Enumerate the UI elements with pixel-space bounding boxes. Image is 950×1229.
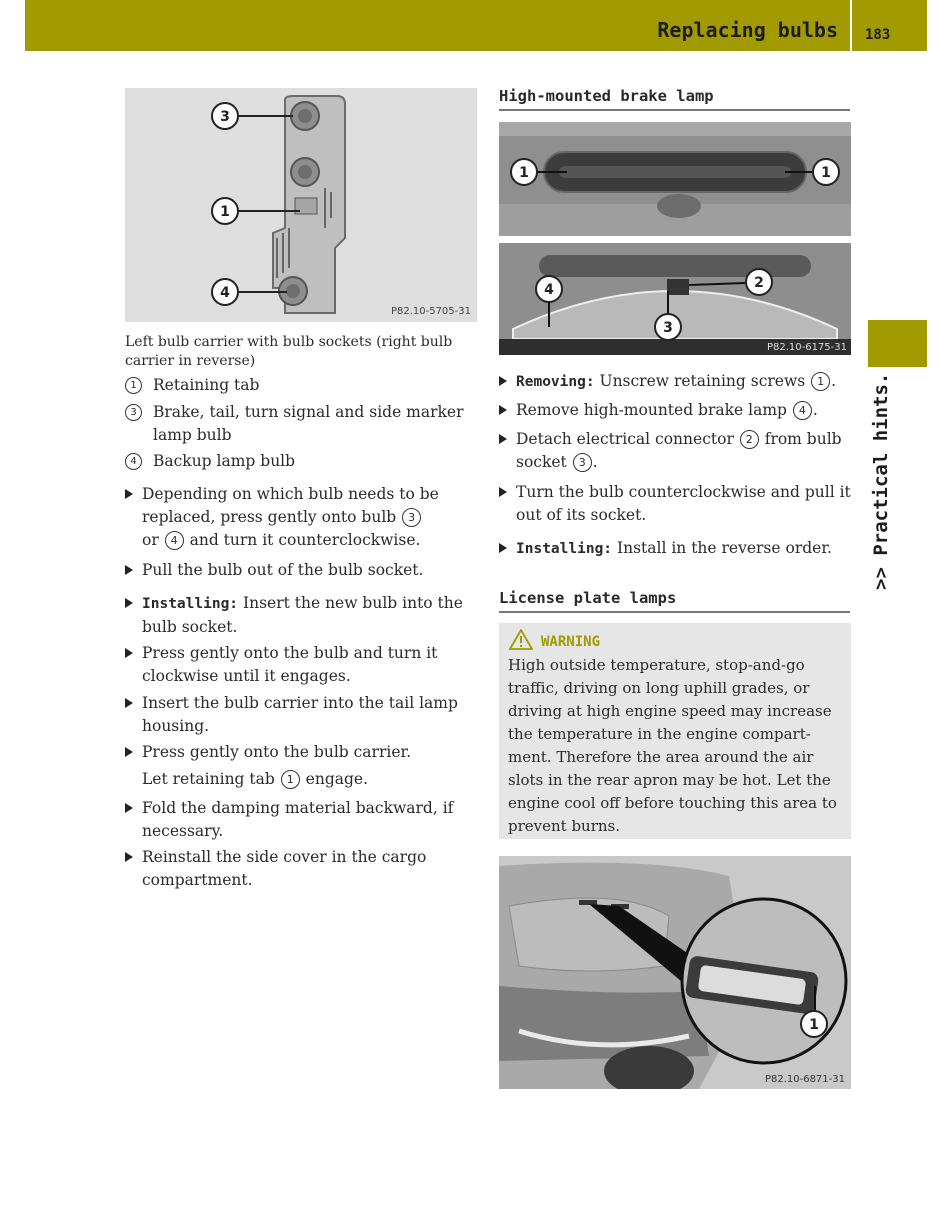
bullet-arrow-icon <box>125 852 133 862</box>
step-text: or <box>142 531 164 549</box>
instruction-step <box>125 741 470 764</box>
reference-number: 3 <box>573 453 592 472</box>
step-text: Fold the damping material backward, if necessary. <box>142 799 454 840</box>
callout-4: 4 <box>544 282 554 298</box>
step-text: . <box>831 372 837 390</box>
bullet-arrow-icon <box>125 803 133 813</box>
bullet-arrow-icon <box>125 747 133 757</box>
step-text: . <box>592 453 598 471</box>
step-text: Reinstall the side cover in the cargo compartment. <box>142 848 427 889</box>
step-text: engage. <box>300 770 369 788</box>
side-section-label <box>866 372 896 612</box>
legend-item <box>125 401 480 447</box>
license-plate-figure <box>499 856 851 1089</box>
instruction-step <box>499 481 851 527</box>
bullet-arrow-icon <box>125 489 133 499</box>
step-text: Insert the bulb carrier into the tail lamp housing. <box>142 694 458 735</box>
step-text: Detach electrical connector <box>516 430 739 448</box>
step-text: Insert the new bulb into the bulb socket. <box>142 594 463 636</box>
bullet-arrow-icon <box>125 648 133 658</box>
step-text: Press gently onto the bulb carrier. <box>142 743 412 761</box>
step-text: from bulb socket <box>516 430 842 471</box>
callout-3: 3 <box>220 109 230 125</box>
step-text: Press gently onto the bulb and turn it clockwise until it engages. <box>142 644 438 685</box>
step-text: Remove high-mounted brake lamp <box>516 401 792 419</box>
legend-text: Backup lamp bulb <box>153 452 296 470</box>
legend-text: Retaining tab <box>153 376 260 394</box>
step-text: Unscrew retaining screws <box>594 372 811 390</box>
warning-box <box>499 623 851 839</box>
legend-text: Brake, tail, turn signal and side marker lamp bulb <box>153 403 464 444</box>
callout-4: 4 <box>220 285 230 301</box>
instruction-step <box>499 537 851 561</box>
bullet-arrow-icon <box>125 565 133 575</box>
step-text: Install in the reverse order. <box>612 539 832 557</box>
reference-number: 3 <box>402 508 421 527</box>
instruction-step <box>499 370 851 394</box>
reference-number: 1 <box>811 372 830 391</box>
reference-number: 4 <box>165 531 184 550</box>
bullet-arrow-icon <box>125 698 133 708</box>
reference-number: 1 <box>281 770 300 789</box>
bullet-arrow-icon <box>499 376 507 386</box>
instruction-step <box>125 592 470 639</box>
section-title: Replacing bulbs <box>657 18 838 42</box>
reference-number: 2 <box>740 430 759 449</box>
page-header <box>25 0 927 51</box>
page-number: 183 <box>865 27 891 43</box>
step-label: Installing: <box>516 541 613 557</box>
step-text: Depending on which bulb needs to be replaced, press gently onto bulb <box>142 485 439 526</box>
instruction-step <box>125 559 470 582</box>
instruction-step <box>499 399 851 422</box>
bullet-arrow-icon <box>499 405 507 415</box>
instruction-step <box>499 428 851 474</box>
side-tab-marker <box>868 320 927 367</box>
callout-1: 1 <box>809 1017 819 1033</box>
section-heading-license-plate: License plate lamps <box>499 589 850 613</box>
figure-code: P82.10-6871-31 <box>764 1074 845 1085</box>
step-result-note <box>142 768 368 791</box>
bulb-carrier-figure <box>125 88 477 322</box>
bulb-carrier-illustration <box>125 88 477 322</box>
warning-text: High outside temperature, stop-and-go traffic, driving on long uphill grades, or driving at high engine speed may increase the temperature in the engine compart-ment. Therefore the area around the air slots in the rear apron may be hot. Let the engine cool off before touching this area to prevent burns. <box>508 656 837 835</box>
legend-number: 4 <box>125 453 142 470</box>
side-section-text: >> Practical hints. <box>870 372 892 590</box>
bullet-arrow-icon <box>499 434 507 444</box>
step-label: Removing: <box>516 374 595 390</box>
step-text: Let retaining tab <box>142 770 280 788</box>
instruction-step <box>125 797 470 843</box>
warning-header <box>509 629 600 650</box>
brake-lamp-illustration <box>499 122 851 236</box>
instruction-step <box>125 846 470 892</box>
step-text: and turn it counterclockwise. <box>184 531 421 549</box>
legend-number: 3 <box>125 404 142 421</box>
header-divider <box>850 0 852 51</box>
instruction-step <box>125 692 470 738</box>
bullet-arrow-icon <box>499 543 507 553</box>
instruction-step <box>125 642 470 688</box>
callout-3: 3 <box>663 320 673 336</box>
license-plate-illustration <box>499 856 851 1089</box>
callout-1: 1 <box>519 165 529 181</box>
warning-triangle-icon <box>509 629 533 650</box>
warning-title: WARNING <box>541 634 601 650</box>
figure-code: P82.10-6175-31 <box>766 342 847 353</box>
figure-code: P82.10-5705-31 <box>390 306 471 317</box>
bullet-arrow-icon <box>499 487 507 497</box>
step-text: . <box>812 401 818 419</box>
brake-lamp-figure-bottom <box>499 243 851 355</box>
instruction-step <box>125 483 470 552</box>
step-text: Pull the bulb out of the bulb socket. <box>142 561 424 579</box>
section-heading-brake-lamp: High-mounted brake lamp <box>499 87 850 111</box>
callout-1: 1 <box>220 204 230 220</box>
step-label: Installing: <box>142 596 239 612</box>
callout-1: 1 <box>821 165 831 181</box>
callout-2: 2 <box>754 275 764 291</box>
figure-caption: Left bulb carrier with bulb sockets (right bulb carrier in reverse) <box>125 334 453 369</box>
legend-item <box>125 374 480 397</box>
legend-item <box>125 450 480 473</box>
brake-lamp-figure-top <box>499 122 851 236</box>
bullet-arrow-icon <box>125 598 133 608</box>
reference-number: 4 <box>793 401 812 420</box>
legend-number: 1 <box>125 377 142 394</box>
step-text: Turn the bulb counterclockwise and pull it out of its socket. <box>516 483 851 524</box>
brake-lamp-connector-illustration <box>499 243 851 355</box>
